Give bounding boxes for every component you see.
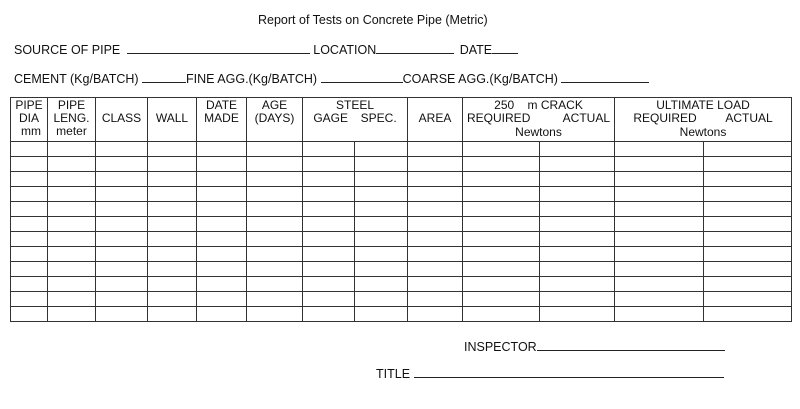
table-row bbox=[11, 277, 792, 292]
table-cell[interactable] bbox=[408, 307, 463, 322]
table-cell[interactable] bbox=[48, 292, 96, 307]
table-cell[interactable] bbox=[197, 292, 247, 307]
table-cell[interactable] bbox=[704, 172, 792, 187]
table-cell[interactable] bbox=[355, 307, 408, 322]
table-cell[interactable] bbox=[704, 142, 792, 157]
table-cell[interactable] bbox=[540, 172, 615, 187]
table-cell[interactable] bbox=[463, 307, 540, 322]
table-row bbox=[11, 307, 792, 322]
table-cell[interactable] bbox=[355, 142, 408, 157]
report-title: Report of Tests on Concrete Pipe (Metric) bbox=[258, 13, 488, 27]
inspector-field[interactable] bbox=[537, 338, 725, 351]
table-cell[interactable] bbox=[11, 187, 48, 202]
table-cell[interactable] bbox=[615, 187, 704, 202]
table-cell[interactable] bbox=[615, 202, 704, 217]
table-cell[interactable] bbox=[96, 307, 148, 322]
table-cell[interactable] bbox=[247, 172, 303, 187]
table-cell[interactable] bbox=[615, 247, 704, 262]
crack-required-label: REQUIRED bbox=[467, 111, 531, 125]
table-cell[interactable] bbox=[408, 232, 463, 247]
table-cell[interactable] bbox=[303, 157, 355, 172]
table-cell[interactable] bbox=[247, 232, 303, 247]
table-cell[interactable] bbox=[148, 247, 197, 262]
table-cell[interactable] bbox=[96, 247, 148, 262]
table-cell[interactable] bbox=[96, 187, 148, 202]
location-field[interactable] bbox=[376, 41, 454, 54]
table-cell[interactable] bbox=[540, 157, 615, 172]
table-cell[interactable] bbox=[463, 232, 540, 247]
table-cell[interactable] bbox=[355, 202, 408, 217]
table-cell[interactable] bbox=[355, 277, 408, 292]
table-cell[interactable] bbox=[355, 292, 408, 307]
table-row bbox=[11, 247, 792, 262]
table-cell[interactable] bbox=[408, 217, 463, 232]
table-cell[interactable] bbox=[704, 292, 792, 307]
table-cell[interactable] bbox=[48, 307, 96, 322]
header-pipe-leng: PIPE LENG. meter bbox=[48, 98, 96, 142]
table-cell[interactable] bbox=[96, 277, 148, 292]
fine-agg-field[interactable] bbox=[321, 70, 403, 83]
table-cell[interactable] bbox=[247, 157, 303, 172]
table-cell[interactable] bbox=[303, 172, 355, 187]
table-cell[interactable] bbox=[48, 262, 96, 277]
table-cell[interactable] bbox=[247, 142, 303, 157]
crack-actual-label: ACTUAL bbox=[562, 111, 611, 125]
ultimate-unit: Newtons bbox=[679, 125, 727, 139]
table-cell[interactable] bbox=[11, 262, 48, 277]
table-cell[interactable] bbox=[463, 262, 540, 277]
table-cell[interactable] bbox=[355, 187, 408, 202]
steel-title: STEEL bbox=[336, 98, 375, 112]
table-cell[interactable] bbox=[615, 277, 704, 292]
table-cell[interactable] bbox=[197, 172, 247, 187]
table-header-row bbox=[11, 98, 792, 142]
fine-agg-label: FINE AGG.(Kg/BATCH) bbox=[186, 72, 318, 86]
table-cell[interactable] bbox=[48, 247, 96, 262]
table-cell[interactable] bbox=[463, 172, 540, 187]
table-cell[interactable] bbox=[463, 292, 540, 307]
table-cell[interactable] bbox=[408, 172, 463, 187]
table-cell[interactable] bbox=[197, 247, 247, 262]
table-cell[interactable] bbox=[96, 172, 148, 187]
table-cell[interactable] bbox=[48, 142, 96, 157]
table-row bbox=[11, 202, 792, 217]
inspector-row bbox=[464, 338, 725, 354]
table-cell[interactable] bbox=[704, 217, 792, 232]
table-cell[interactable] bbox=[197, 142, 247, 157]
table-cell[interactable] bbox=[11, 247, 48, 262]
header-crack bbox=[463, 98, 615, 142]
header-wall: WALL bbox=[148, 98, 197, 142]
table-cell[interactable] bbox=[96, 202, 148, 217]
table-cell[interactable] bbox=[463, 247, 540, 262]
table-cell[interactable] bbox=[615, 292, 704, 307]
table-cell[interactable] bbox=[247, 262, 303, 277]
table-cell[interactable] bbox=[48, 187, 96, 202]
table-cell[interactable] bbox=[704, 262, 792, 277]
table-cell[interactable] bbox=[96, 142, 148, 157]
table-cell[interactable] bbox=[303, 292, 355, 307]
table-cell[interactable] bbox=[247, 217, 303, 232]
table-cell[interactable] bbox=[615, 217, 704, 232]
source-of-pipe-label: SOURCE OF PIPE bbox=[14, 43, 121, 57]
table-cell[interactable] bbox=[704, 202, 792, 217]
source-of-pipe-row bbox=[14, 41, 518, 57]
table-cell[interactable] bbox=[247, 292, 303, 307]
crack-unit: Newtons bbox=[515, 125, 562, 139]
test-results-table bbox=[10, 97, 792, 322]
table-cell[interactable] bbox=[303, 187, 355, 202]
table-cell[interactable] bbox=[303, 247, 355, 262]
table-cell[interactable] bbox=[197, 307, 247, 322]
location-label: LOCATION bbox=[313, 43, 377, 57]
table-cell[interactable] bbox=[408, 142, 463, 157]
table-cell[interactable] bbox=[704, 232, 792, 247]
header-steel bbox=[303, 98, 408, 142]
source-of-pipe-field[interactable] bbox=[127, 41, 310, 54]
table-cell[interactable] bbox=[247, 307, 303, 322]
table-cell[interactable] bbox=[355, 262, 408, 277]
cement-label: CEMENT (Kg/BATCH) bbox=[14, 72, 139, 86]
table-cell[interactable] bbox=[615, 172, 704, 187]
table-cell[interactable] bbox=[48, 202, 96, 217]
table-cell[interactable] bbox=[197, 277, 247, 292]
date-label: DATE bbox=[459, 43, 493, 57]
table-cell[interactable] bbox=[197, 217, 247, 232]
steel-spec-label: SPEC. bbox=[360, 111, 397, 125]
table-cell[interactable] bbox=[247, 187, 303, 202]
table-cell[interactable] bbox=[11, 217, 48, 232]
table-cell[interactable] bbox=[11, 232, 48, 247]
header-class: CLASS bbox=[96, 98, 148, 142]
table-cell[interactable] bbox=[197, 157, 247, 172]
table-cell[interactable] bbox=[540, 307, 615, 322]
table-cell[interactable] bbox=[704, 157, 792, 172]
table-row bbox=[11, 217, 792, 232]
table-cell[interactable] bbox=[540, 217, 615, 232]
table-cell[interactable] bbox=[615, 142, 704, 157]
table-cell[interactable] bbox=[247, 277, 303, 292]
table-cell[interactable] bbox=[303, 262, 355, 277]
table-row bbox=[11, 172, 792, 187]
table-row bbox=[11, 187, 792, 202]
table-cell[interactable] bbox=[355, 232, 408, 247]
table-cell[interactable] bbox=[11, 142, 48, 157]
table-cell[interactable] bbox=[303, 217, 355, 232]
date-field[interactable] bbox=[492, 41, 518, 54]
coarse-agg-label: COARSE AGG.(Kg/BATCH) bbox=[402, 72, 558, 86]
table-cell[interactable] bbox=[48, 277, 96, 292]
crack-title: 250 m CRACK bbox=[494, 98, 583, 112]
table-cell[interactable] bbox=[197, 262, 247, 277]
table-cell[interactable] bbox=[96, 157, 148, 172]
table-cell[interactable] bbox=[704, 247, 792, 262]
table-cell[interactable] bbox=[704, 187, 792, 202]
table-cell[interactable] bbox=[48, 232, 96, 247]
table-cell[interactable] bbox=[408, 277, 463, 292]
table-cell[interactable] bbox=[96, 217, 148, 232]
table-cell[interactable] bbox=[11, 277, 48, 292]
title-field[interactable] bbox=[414, 365, 724, 378]
table-cell[interactable] bbox=[48, 172, 96, 187]
table-cell[interactable] bbox=[11, 157, 48, 172]
table-row bbox=[11, 262, 792, 277]
table-cell[interactable] bbox=[540, 142, 615, 157]
table-body bbox=[11, 142, 792, 322]
steel-gage-label: GAGE bbox=[313, 111, 349, 125]
table-cell[interactable] bbox=[148, 142, 197, 157]
table-cell[interactable] bbox=[148, 172, 197, 187]
table-cell[interactable] bbox=[463, 142, 540, 157]
cement-field[interactable] bbox=[142, 70, 186, 83]
table-cell[interactable] bbox=[540, 277, 615, 292]
table-cell[interactable] bbox=[463, 187, 540, 202]
table-cell[interactable] bbox=[540, 247, 615, 262]
table-cell[interactable] bbox=[96, 232, 148, 247]
table-cell[interactable] bbox=[408, 247, 463, 262]
table-cell[interactable] bbox=[303, 277, 355, 292]
table-cell[interactable] bbox=[355, 217, 408, 232]
table-cell[interactable] bbox=[197, 232, 247, 247]
table-row bbox=[11, 232, 792, 247]
table-cell[interactable] bbox=[355, 157, 408, 172]
table-cell[interactable] bbox=[48, 157, 96, 172]
table-cell[interactable] bbox=[540, 187, 615, 202]
table-cell[interactable] bbox=[540, 232, 615, 247]
table-cell[interactable] bbox=[355, 172, 408, 187]
table-cell[interactable] bbox=[408, 262, 463, 277]
table-cell[interactable] bbox=[197, 202, 247, 217]
header-ultimate-load bbox=[615, 98, 792, 142]
table-cell[interactable] bbox=[11, 172, 48, 187]
table-cell[interactable] bbox=[463, 217, 540, 232]
table-cell[interactable] bbox=[148, 217, 197, 232]
table-cell[interactable] bbox=[615, 262, 704, 277]
table-cell[interactable] bbox=[540, 202, 615, 217]
title-label: TITLE bbox=[376, 367, 411, 381]
header-date-made: DATE MADE bbox=[197, 98, 247, 142]
table-cell[interactable] bbox=[96, 292, 148, 307]
table-cell[interactable] bbox=[11, 202, 48, 217]
table-cell[interactable] bbox=[247, 202, 303, 217]
table-cell[interactable] bbox=[303, 142, 355, 157]
table-row bbox=[11, 157, 792, 172]
table-cell[interactable] bbox=[148, 277, 197, 292]
table-cell[interactable] bbox=[540, 262, 615, 277]
ultimate-required-label: REQUIRED bbox=[633, 111, 697, 125]
header-area: AREA bbox=[408, 98, 463, 142]
title-row bbox=[376, 365, 724, 381]
table-cell[interactable] bbox=[148, 187, 197, 202]
table-cell[interactable] bbox=[148, 262, 197, 277]
header-age: AGE (DAYS) bbox=[247, 98, 303, 142]
table-cell[interactable] bbox=[615, 307, 704, 322]
table-cell[interactable] bbox=[540, 292, 615, 307]
table-cell[interactable] bbox=[148, 232, 197, 247]
table-cell[interactable] bbox=[463, 157, 540, 172]
table-cell[interactable] bbox=[96, 262, 148, 277]
table-cell[interactable] bbox=[48, 217, 96, 232]
table-cell[interactable] bbox=[463, 202, 540, 217]
table-cell[interactable] bbox=[704, 307, 792, 322]
table-row bbox=[11, 292, 792, 307]
batch-row bbox=[14, 70, 649, 86]
table-cell[interactable] bbox=[615, 232, 704, 247]
table-cell[interactable] bbox=[303, 202, 355, 217]
inspector-label: INSPECTOR bbox=[464, 340, 537, 354]
table-cell[interactable] bbox=[303, 307, 355, 322]
table-cell[interactable] bbox=[463, 277, 540, 292]
table-cell[interactable] bbox=[197, 187, 247, 202]
table-cell[interactable] bbox=[148, 292, 197, 307]
table-cell[interactable] bbox=[408, 187, 463, 202]
ultimate-actual-label: ACTUAL bbox=[725, 111, 773, 125]
ultimate-title: ULTIMATE LOAD bbox=[656, 98, 750, 112]
table-cell[interactable] bbox=[148, 157, 197, 172]
table-cell[interactable] bbox=[355, 247, 408, 262]
header-pipe-dia: PIPE DIA mm bbox=[11, 98, 48, 142]
table-cell[interactable] bbox=[148, 202, 197, 217]
table-cell[interactable] bbox=[615, 157, 704, 172]
table-cell[interactable] bbox=[303, 232, 355, 247]
coarse-agg-field[interactable] bbox=[561, 70, 649, 83]
table-cell[interactable] bbox=[11, 292, 48, 307]
table-cell[interactable] bbox=[704, 277, 792, 292]
table-cell[interactable] bbox=[11, 307, 48, 322]
table-row bbox=[11, 142, 792, 157]
table-cell[interactable] bbox=[148, 307, 197, 322]
table-cell[interactable] bbox=[408, 157, 463, 172]
table-cell[interactable] bbox=[247, 247, 303, 262]
table-cell[interactable] bbox=[408, 202, 463, 217]
table-cell[interactable] bbox=[408, 292, 463, 307]
